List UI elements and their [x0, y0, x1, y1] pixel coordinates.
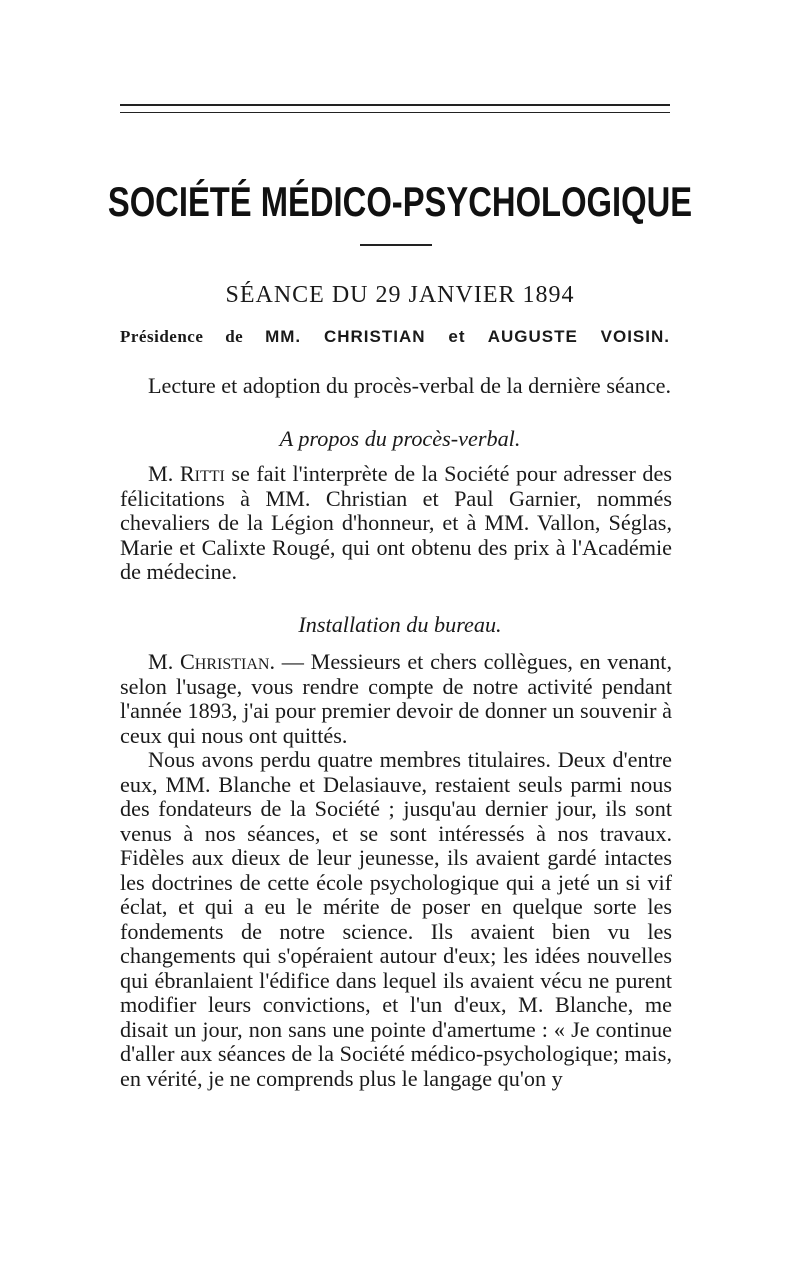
speaker-prefix: M.: [148, 649, 180, 674]
subheading-installation: Installation du bureau.: [298, 612, 502, 637]
paragraph-ritti: [120, 462, 672, 585]
paragraph-text: se fait l'interprète de la Société pour adresser des félicitations à MM. Christian et Paul Garnier, nommés chevaliers de la Légion d'honneur, et à MM. Vallon, Séglas, Marie et Calixte Rougé, qui ont obtenu des prix à l'Académie de médecine.: [120, 461, 672, 584]
paragraph-text: — Messieurs et chers collègues, en venant, selon l'usage, vous rendre compte de notre activité pendant l'année 1893, j'ai pour premier devoir de donner un souvenir à ceux qui nous ont quittés.: [120, 649, 672, 748]
top-rule: [120, 104, 670, 106]
paragraph-lecture: [120, 374, 672, 399]
presidence-line: [120, 327, 670, 347]
subheading-proces-verbal: A propos du procès-verbal.: [279, 426, 521, 451]
speaker-name: Ritti: [179, 461, 225, 486]
seance-date: SÉANCE DU 29 JANVIER 1894: [225, 282, 575, 308]
paragraph-text: Nous avons perdu quatre membres titulaires. Deux d'entre eux, MM. Blanche et Delasiauve, restaient seuls parmi nous des fondateurs de la Société ; jusqu'au dernier jour, ils sont venus à nos séances, et se sont intéressés à nos travaux. Fidèles aux dieux de leur jeunesse, ils avaient gardé intactes les doctrines de cette école psychologique qui a jeté un si vif éclat, et qui a eu le mérite de poser en quelque sorte les fondements de notre science. Ils avaient bien vu les changements qui s'opéraient autour d'eux; les idées nouvelles qui ébranlaient l'édifice dans lequel ils avaient vécu ne purent modifier leurs convictions, et l'un d'eux, M. Blanche, me disait un jour, non sans une pointe d'amertume : « Je continue d'aller aux séances de la Société médico-psychologique; mais, en vérité, je ne comprends plus le langage qu'on y: [120, 747, 672, 1091]
speaker-name: Christian.: [180, 649, 276, 674]
society-title: SOCIÉTÉ MÉDICO-PSYCHOLOGIQUE: [107, 178, 693, 225]
title-divider: [360, 244, 432, 246]
paragraph-text: Lecture et adoption du procès-verbal de la dernière séance.: [148, 373, 671, 398]
presidence-prefix: Présidence de: [120, 327, 266, 346]
presidence-names: MM. CHRISTIAN et AUGUSTE VOISIN.: [265, 327, 670, 346]
paragraph-christian: [120, 650, 672, 1091]
speaker-prefix: M.: [148, 461, 180, 486]
top-rule-thin: [120, 112, 670, 113]
